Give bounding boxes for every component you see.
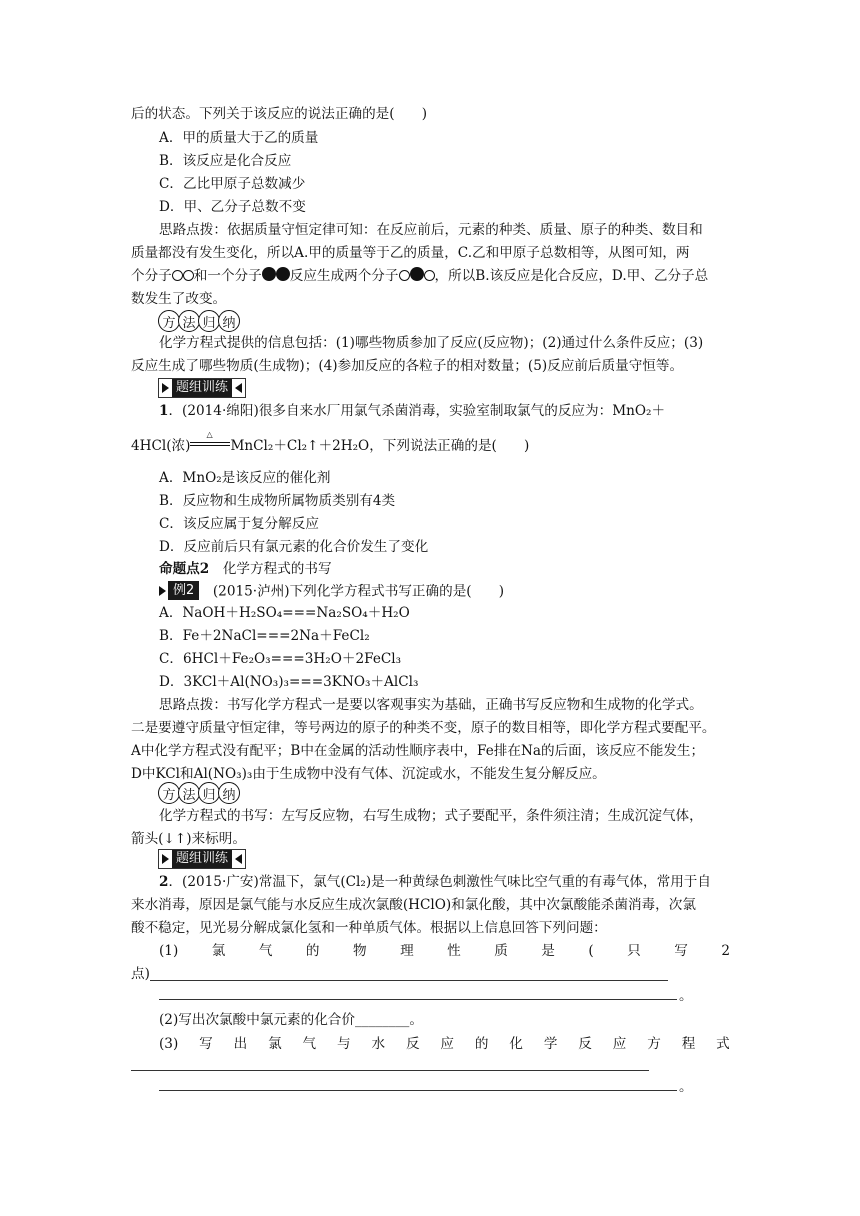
hint-text: 个分子 bbox=[131, 268, 172, 284]
question-number: 1 bbox=[159, 403, 169, 419]
heat-icon: △ bbox=[206, 430, 213, 439]
word: 反 bbox=[578, 1036, 592, 1052]
word: ( bbox=[588, 943, 594, 959]
method-summary-badge-2 bbox=[158, 782, 238, 804]
kp-title: 化学方程式的书写 bbox=[222, 561, 332, 577]
q2-text: ．(2014·绵阳)很多自来水厂用氯气杀菌消毒，实验室制取氯气的反应为：MnO₂＋ bbox=[168, 403, 666, 419]
badge-char: 方 bbox=[158, 310, 180, 332]
q1-option-c: C．乙比甲原子总数减少 bbox=[159, 176, 306, 192]
ex2-option-c: C．6HCl＋Fe₂O₃===3H₂O＋2FeCl₃ bbox=[159, 651, 402, 667]
summary1-line2: 反应生成了哪些物质(生成物)；(4)参加反应的各粒子的相对数量；(5)反应前后质量守恒等。 bbox=[131, 358, 684, 374]
q3-sub3-line bbox=[159, 1034, 730, 1054]
ex2-hint-line1: 思路点拨：书写化学方程式一是要以客观事实为基础，正确书写反应物和生成物的化学式。 bbox=[159, 697, 703, 713]
word: 反 bbox=[405, 1036, 420, 1052]
q1-hint-line3 bbox=[131, 266, 731, 286]
answer-blank-1b[interactable] bbox=[159, 999, 677, 1000]
word: 写 bbox=[674, 943, 688, 959]
hint-text: 和一个分子 bbox=[193, 268, 262, 284]
word: (3) bbox=[159, 1036, 179, 1052]
ex2-option-b: B．Fe＋2NaCl===2Na＋FeCl₂ bbox=[159, 628, 370, 644]
period: 。 bbox=[679, 1079, 693, 1095]
method-summary-badge bbox=[158, 310, 238, 332]
word: 方 bbox=[647, 1036, 661, 1052]
q3-text: ．(2015·广安)常温下，氯气(Cl₂)是一种黄绿色刺激性气味比空气重的有毒气体，常用于自 bbox=[168, 874, 711, 890]
q2-option-c: C．该反应属于复分解反应 bbox=[159, 516, 319, 532]
word: 学 bbox=[543, 1036, 558, 1052]
group-training-badge bbox=[158, 378, 246, 398]
q1-hint-line1: 思路点拨：依据质量守恒定律可知：在反应前后，元素的种类、质量、原子的种类、数目和 bbox=[159, 222, 703, 238]
badge-label: 题组训练 bbox=[172, 379, 232, 397]
q2-option-d: D．反应前后只有氯元素的化合价发生了变化 bbox=[159, 539, 429, 555]
group-training-badge-2 bbox=[158, 849, 246, 869]
triangle-right-icon bbox=[159, 586, 166, 596]
q1-option-d: D．甲、乙分子总数不变 bbox=[159, 199, 306, 215]
q1-hint-line2: 质量都没有发生变化，所以A.甲的质量等于乙的质量，C.乙和甲原子总数相等，从图可知，两 bbox=[131, 245, 690, 261]
example2-stem bbox=[159, 581, 759, 602]
q3-line2: 来水消毒，原因是氯气能与水反应生成次氯酸(HClO)和氯化酸，其中次氯酸能杀菌消毒，次氯 bbox=[131, 897, 696, 913]
ex2-hint-line4: D中KCl和Al(NO₃)₃由于生成物中没有气体、沉淀或水，不能发生复分解反应。 bbox=[131, 766, 606, 782]
q2-text: MnCl₂＋Cl₂↑＋2H₂O，下列说法正确的是( ) bbox=[230, 438, 530, 454]
word: 只 bbox=[627, 943, 641, 959]
ex2-option-d: D．3KCl＋Al(NO₃)₃===3KNO₃＋AlCl₃ bbox=[159, 674, 419, 690]
word: 气 bbox=[258, 943, 273, 959]
example-stem-text: (2015·泸州)下列化学方程式书写正确的是( ) bbox=[212, 583, 505, 600]
q2-line2 bbox=[131, 430, 731, 456]
word: 写 bbox=[199, 1036, 213, 1052]
word: 质 bbox=[494, 943, 508, 959]
word: 出 bbox=[233, 1036, 248, 1052]
kp-label: 命题点2 bbox=[159, 561, 210, 577]
word: 式 bbox=[716, 1036, 730, 1052]
word: 物 bbox=[352, 943, 367, 959]
word: 的 bbox=[474, 1036, 489, 1052]
word: 气 bbox=[302, 1036, 317, 1052]
badge-char: 法 bbox=[178, 782, 200, 804]
word: (1) bbox=[159, 943, 179, 959]
ex2-option-a: A．NaOH＋H₂SO₄===Na₂SO₄＋H₂O bbox=[159, 605, 410, 621]
word: 氯 bbox=[211, 943, 226, 959]
q1-option-b: B．该反应是化合反应 bbox=[159, 153, 292, 169]
word: 水 bbox=[371, 1036, 386, 1052]
triangle-right-icon bbox=[162, 854, 169, 864]
summary2-line1: 化学方程式的书写：左写反应物，右写生成物；式子要配平，条件须注清；生成沉淀气体， bbox=[159, 808, 703, 824]
word: 氯 bbox=[268, 1036, 282, 1052]
q2-reactant: 4HCl(浓) bbox=[131, 438, 191, 454]
molecule-hollow-pair-icon bbox=[172, 268, 194, 284]
summary2-line2: 箭头(↓↑)来标明。 bbox=[131, 831, 246, 847]
word: 与 bbox=[337, 1036, 351, 1052]
reaction-condition bbox=[190, 430, 230, 456]
badge-char: 归 bbox=[198, 782, 220, 804]
q1-option-a: A．甲的质量大于乙的质量 bbox=[159, 130, 319, 146]
q2-option-a: A．MnO₂是该反应的催化剂 bbox=[159, 470, 331, 486]
q1-stem-end: 后的状态。下列关于该反应的说法正确的是( ) bbox=[131, 106, 428, 122]
q3-sub1-tail: 点) bbox=[131, 966, 150, 982]
badge-char: 归 bbox=[198, 310, 220, 332]
word: 应 bbox=[612, 1036, 627, 1052]
badge-char: 纳 bbox=[218, 310, 240, 332]
word: 化 bbox=[509, 1036, 523, 1052]
example-tag: 例2 bbox=[168, 581, 199, 600]
badge-label: 题组训练 bbox=[172, 850, 232, 868]
word: 2 bbox=[721, 943, 730, 959]
triangle-right-icon bbox=[162, 383, 169, 393]
hint-text: ，所以B.该反应是化合反应，D.甲、乙分子总 bbox=[434, 268, 709, 284]
word: 性 bbox=[447, 943, 461, 959]
answer-blank-1a[interactable] bbox=[150, 980, 668, 981]
summary1-line1: 化学方程式提供的信息包括：(1)哪些物质参加了反应(反应物)；(2)通过什么条件反应；(3) bbox=[159, 335, 704, 351]
badge-char: 方 bbox=[158, 782, 180, 804]
q2-option-b: B．反应物和生成物所属物质类别有4类 bbox=[159, 493, 396, 509]
knowledge-point-heading bbox=[159, 559, 759, 579]
q3-line3: 酸不稳定，见光易分解成氯化氢和一种单质气体。根据以上信息回答下列问题： bbox=[131, 920, 607, 936]
q1-hint-line4: 数发生了改变。 bbox=[131, 291, 227, 307]
word: 的 bbox=[305, 943, 320, 959]
q3-sub1-line bbox=[159, 941, 730, 961]
triangle-left-icon bbox=[235, 854, 242, 864]
q3-sub2: (2)写出次氯酸中氯元素的化合价________。 bbox=[159, 1012, 423, 1028]
triangle-left-icon bbox=[235, 383, 242, 393]
ex2-hint-line3: A中化学方程式没有配平；B中在金属的活动性顺序表中，Fe排在Na的后面，该反应不能发生； bbox=[131, 743, 705, 759]
period: 。 bbox=[679, 988, 693, 1004]
word: 程 bbox=[681, 1036, 696, 1052]
molecule-mixed-icon bbox=[399, 268, 435, 284]
word: 理 bbox=[400, 943, 414, 959]
question-number: 2 bbox=[159, 874, 169, 890]
ex2-hint-line2: 二是要遵守质量守恒定律，等号两边的原子的种类不变，原子的数目相等，即化学方程式要配平。 bbox=[131, 720, 716, 736]
molecule-filled-pair-icon bbox=[262, 268, 290, 284]
hint-text: 反应生成两个分子 bbox=[289, 268, 399, 284]
word: 是 bbox=[541, 943, 555, 959]
badge-char: 法 bbox=[178, 310, 200, 332]
word: 应 bbox=[440, 1036, 455, 1052]
answer-blank-3a[interactable] bbox=[131, 1070, 649, 1071]
q2-line1 bbox=[159, 401, 759, 421]
answer-blank-3b[interactable] bbox=[159, 1090, 677, 1091]
badge-char: 纳 bbox=[218, 782, 240, 804]
q3-line1 bbox=[159, 872, 759, 892]
